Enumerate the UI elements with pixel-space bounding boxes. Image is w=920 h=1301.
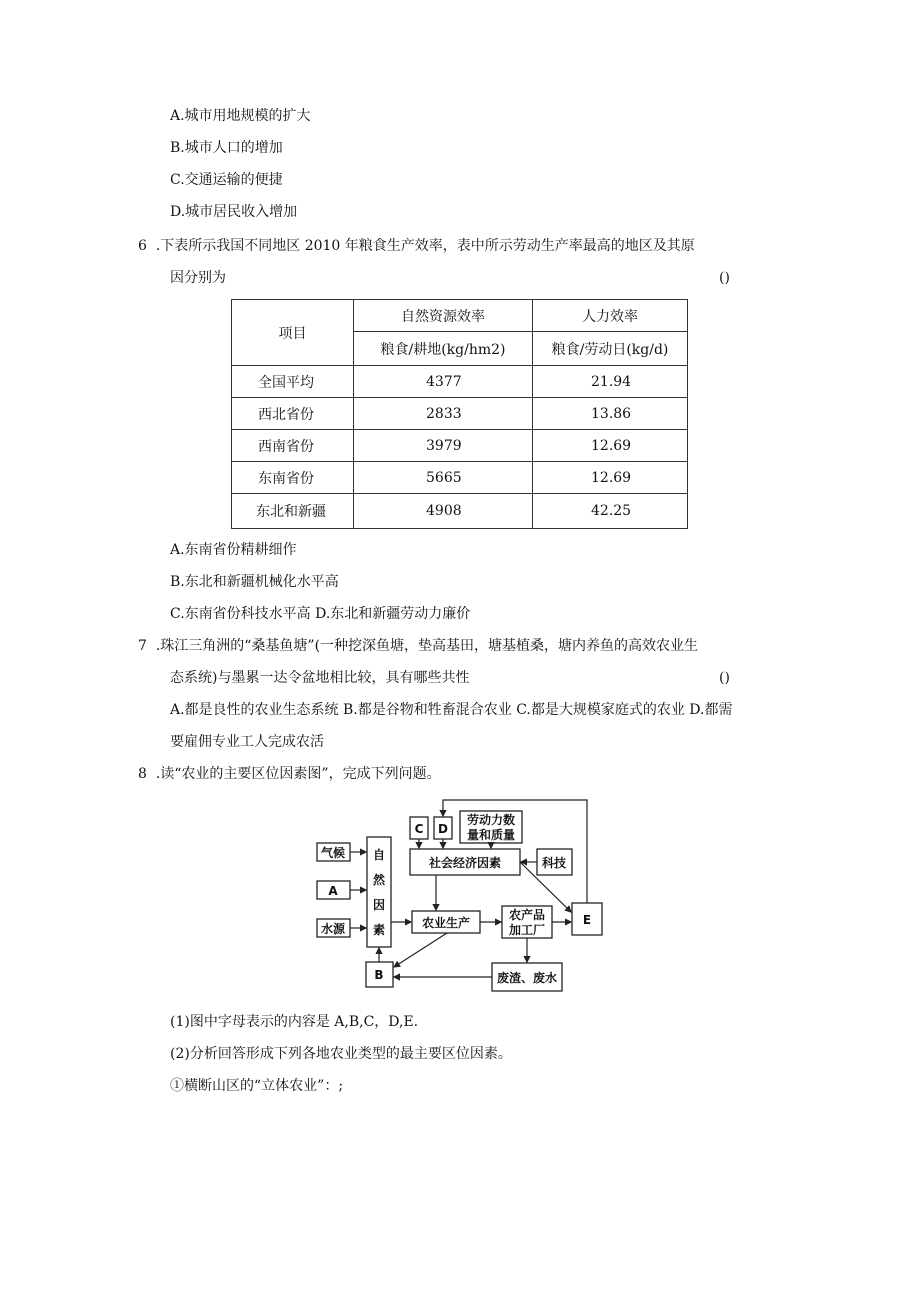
table-row	[232, 430, 688, 462]
label-e: E	[582, 913, 592, 927]
label-natural-2: 然	[372, 873, 386, 887]
label-natural-3: 因	[372, 898, 386, 912]
table-cell-region: 西南省份	[232, 430, 354, 462]
table-subheader-natural: 粮食/耕地(kg/hm2)	[354, 332, 533, 366]
label-natural-4: 素	[372, 923, 386, 937]
q6-stem-line1: 6 .下表所示我国不同地区 2010 年粮食生产效率，表中所示劳动生产率最高的地区及其原	[138, 238, 695, 254]
label-water: 水源	[320, 922, 346, 936]
table-cell-human: 13.86	[533, 398, 688, 430]
q5-option-c: C.交通运输的便捷	[170, 172, 283, 188]
label-tech: 科技	[541, 856, 567, 870]
agriculture-location-diagram	[312, 795, 612, 997]
table-row	[232, 398, 688, 430]
table-cell-natural: 4377	[354, 366, 533, 398]
label-natural-1: 自	[372, 848, 386, 862]
q8-sub2-item1: ①横断山区的“立体农业”：;	[170, 1078, 344, 1094]
table-cell-region: 东北和新疆	[232, 494, 354, 529]
table-cell-region: 东南省份	[232, 462, 354, 494]
table-subheader-human: 粮食/劳动日(kg/d)	[533, 332, 688, 366]
label-c: C	[414, 822, 424, 836]
table-cell-human: 21.94	[533, 366, 688, 398]
q5-option-b: B.城市人口的增加	[170, 140, 283, 156]
table-cell-natural: 5665	[354, 462, 533, 494]
table-cell-region: 西北省份	[232, 398, 354, 430]
q5-option-a: A.城市用地规模的扩大	[170, 108, 311, 124]
q7-stem-line1: 7 .珠江三角洲的“桑基鱼塘”(一种挖深鱼塘，垫高基田，塘基植桑，塘内养鱼的高效农业生	[138, 638, 699, 654]
q6-option-cd: C.东南省份科技水平高 D.东北和新疆劳动力廉价	[170, 606, 471, 622]
q6-answer-paren: ()	[719, 270, 730, 286]
table-row	[232, 366, 688, 398]
label-labor-2: 量和质量	[466, 828, 516, 842]
q7-answer-paren: ()	[719, 670, 730, 686]
label-d: D	[438, 822, 448, 836]
q7-options-line1: A.都是良性的农业生态系统 B.都是谷物和牲畜混合农业 C.都是大规模家庭式的农业 D.都需	[170, 702, 733, 718]
table-cell-human: 12.69	[533, 462, 688, 494]
table-cell-natural: 3979	[354, 430, 533, 462]
table-row	[232, 462, 688, 494]
table-cell-human: 12.69	[533, 430, 688, 462]
q6-option-a: A.东南省份精耕细作	[170, 542, 297, 558]
label-a: A	[328, 884, 338, 898]
q8-sub2: (2)分析回答形成下列各地农业类型的最主要区位因素。	[170, 1046, 512, 1062]
label-labor-1: 劳动力数	[466, 813, 516, 827]
q6-stem-line2: 因分别为	[170, 270, 226, 286]
label-social-economic: 社会经济因素	[428, 856, 502, 870]
label-waste: 废渣、废水	[496, 971, 558, 985]
label-processing-2: 加工厂	[508, 923, 546, 937]
table-header-human: 人力效率	[533, 300, 688, 332]
q7-options-line2: 要雇佣专业工人完成农活	[170, 734, 324, 750]
label-climate: 气候	[320, 846, 346, 860]
label-processing-1: 农产品	[508, 908, 546, 922]
q8-sub1: (1)图中字母表示的内容是 A,B,C，D,E.	[170, 1014, 419, 1030]
label-agri-production: 农业生产	[421, 916, 471, 930]
table-row	[232, 494, 688, 529]
label-b: B	[374, 968, 384, 982]
table-cell-human: 42.25	[533, 494, 688, 529]
q5-option-d: D.城市居民收入增加	[170, 204, 298, 220]
grain-efficiency-table	[231, 299, 688, 529]
table-header-item: 项目	[232, 300, 354, 366]
table-header-natural: 自然资源效率	[354, 300, 533, 332]
table-cell-natural: 2833	[354, 398, 533, 430]
q6-option-b: B.东北和新疆机械化水平高	[170, 574, 339, 590]
table-cell-natural: 4908	[354, 494, 533, 529]
q7-stem-line2: 态系统)与墨累一达令盆地相比较，具有哪些共性	[170, 670, 470, 686]
table-cell-region: 全国平均	[232, 366, 354, 398]
q8-stem: 8 .读“农业的主要区位因素图”，完成下列问题。	[138, 766, 441, 782]
